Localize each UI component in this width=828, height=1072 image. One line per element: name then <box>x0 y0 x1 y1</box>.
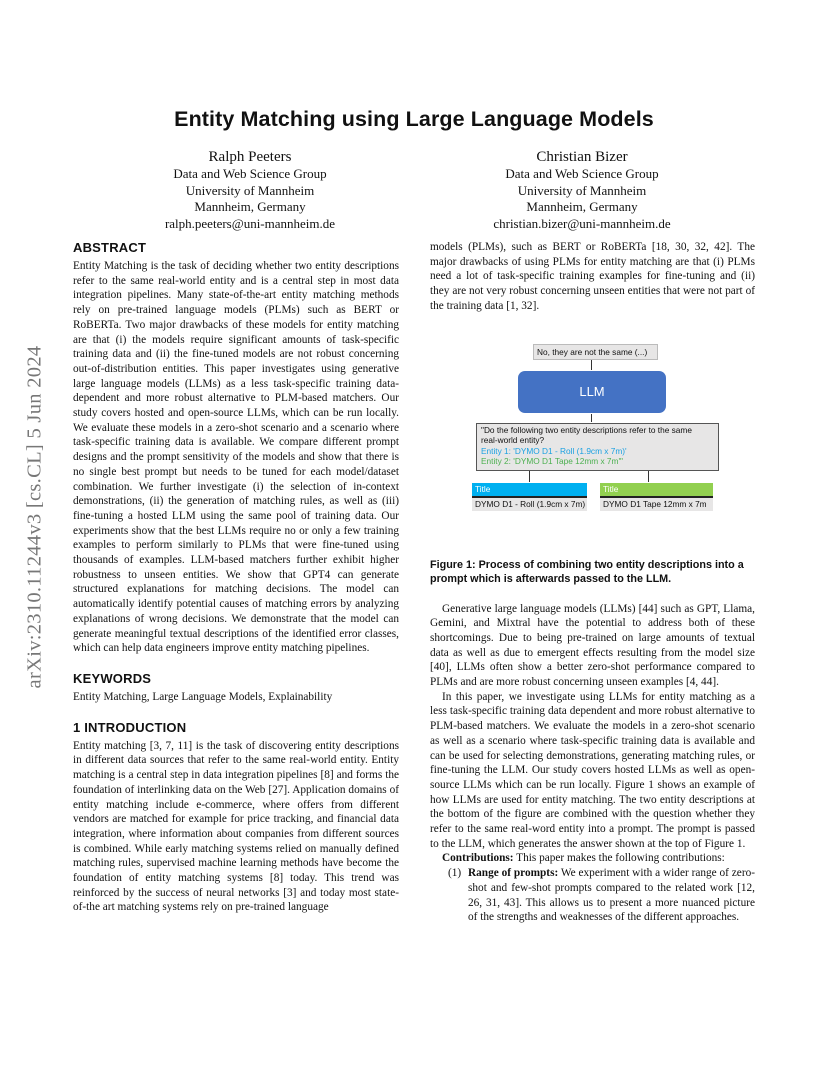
paragraph: Generative large language models (LLMs) [44] such as GPT, Llama, Gemini, and Mixtral have the potential to address both of these shortcomings. Due to being pre-trained on large amounts of textual data as well as due to emergent effects resulting from the model size [40], LLMs often show a better zero-shot performance compared to PLMs and are more robust concerning unseen examples [4, 44]. <box>430 602 755 689</box>
arxiv-sidebar <box>20 272 50 762</box>
list-number: (1) <box>448 867 462 880</box>
list-item-text: We experiment with a wider range of zero-shot and few-shot prompts compared to the related work [12, 26, 31, 43]. This allows us to present a more nuanced picture of the strengths and weaknesses of the different approaches. <box>468 867 755 924</box>
answer-box <box>533 344 658 360</box>
arrow-up-icon <box>529 471 530 482</box>
left-column <box>73 240 399 915</box>
author-block-2 <box>452 148 712 232</box>
author-university: University of Mannheim <box>185 182 315 198</box>
keywords-heading: KEYWORDS <box>73 670 152 686</box>
keywords-text: Entity Matching, Large Language Models, Explainability <box>73 690 333 703</box>
llm-box <box>518 371 666 413</box>
author-name: Christian Bizer <box>536 149 628 165</box>
entity-2-value <box>600 498 713 511</box>
paragraph: In this paper, we investigate using LLMs for entity matching as a less task-specific training data dependent and more robust alternative to PLM-based matchers. We evaluate the models in a zero-shot scenario as well as a scenario where task-specific training data is available and can be used for selecting demonstrations, generating matching rules, or fine-tuning the LLM. Our study covers hosted LLMs as well as open-source LLMs which can be run locally. Figure 1 shows an example of how LLMs are used for entity matching. The two entity descriptions at the bottom of the figure are combined with the question whether they refer to the same real-word entity into a prompt. The prompt is passed to the LLM, which generates the answer shown at the top of Figure 1. <box>430 690 755 850</box>
prompt-line: real-world entity? <box>481 435 545 446</box>
introduction-heading: 1 INTRODUCTION <box>73 719 187 735</box>
abstract-text: Entity Matching is the task of deciding whether two entity descriptions refer to the same real-world entity and is a central step in most data integration pipelines. Many state-of-the-art entity matching methods rely on pre-trained language models (PLMs) such as BERT or RoBERTa. Two major drawbacks of these models for entity matching are that (i) the models require significant amounts of task-specific training data and (ii) the fine-tuned models are not robust concerning out-of-distribution entities. This paper investigates using generative large language models (LLMs) as a less task-specific training data-dependent and more robust alternative to PLM-based matchers. Our study covers hosted and open-source LLMs, which can be run locally. We evaluate these models in a zero-shot scenario and a scenario where task-specific training data is available. We compare different prompt designs and the prompt sensitivity of the models and show that there is no single best prompt but needs to be tuned for each model/dataset combination. We further investigate (i) the selection of in-context demonstrations, (ii) the generation of matching rules, as well as (iii) fine-tuning a hosted LLM using the same pool of training data. Our experiments show that the best LLMs require no or only a few training examples to perform similarly to PLMs that were fine-tuned using thousands of examples. LLM-based matchers further exhibit higher robustness to unseen entities. We show that GPT4 can generate structured explanations for matching decisions. The model can automatically identify potential causes of matching errors by analyzing explanations of wrong decisions. We demonstrate that the model can generate meaningful textual descriptions of the identified error classes, which can help data engineers improve entity matching pipelines. <box>73 260 399 655</box>
introduction-text: Entity matching [3, 7, 11] is the task of discovering entity descriptions in different data sources that refer to the same real-world entity. Entity matching is a central step in data integration pipelines [8] and forms the foundation of interlinking data on the Web [27]. Application domains of entity matching include e-commerce, where offers from different vendors are matched for example for price tracking, and financial data integration, where information about companies from different sources is combined. While early matching systems relied on manually defined matching rules, supervised machine learning methods have become the foundation of entity matching systems [8] today. This trend was reinforced by the success of neural networks [3] and today most state-of-the art matching systems rely on pre-trained language <box>73 739 399 914</box>
author-name: Ralph Peeters <box>208 149 292 165</box>
arxiv-identifier: arXiv:2310.11244v3 [cs.CL] 5 Jun 2024 <box>23 345 46 689</box>
answer-text: No, they are not the same (...) <box>537 346 648 357</box>
llm-label: LLM <box>579 383 605 399</box>
right-column <box>430 240 755 925</box>
author-group: Data and Web Science Group <box>173 166 327 181</box>
prompt-entity-2: Entity 2: 'DYMO D1 Tape 12mm x 7m'" <box>481 456 623 467</box>
prompt-entity-1: Entity 1: 'DYMO D1 - Roll (1.9cm x 7m)' <box>481 445 627 456</box>
entity-2-header <box>600 483 713 498</box>
author-location: Mannheim, Germany <box>526 199 638 214</box>
figure-1 <box>430 338 755 558</box>
paper-title: Entity Matching using Large Language Models <box>174 107 654 131</box>
author-email[interactable]: christian.bizer@uni-mannheim.de <box>493 215 671 231</box>
figure-caption: Figure 1: Process of combining two entity descriptions into a prompt which is afterwards passed to the LLM. <box>430 558 744 585</box>
entity-1-header <box>472 483 587 498</box>
prompt-box <box>476 423 719 471</box>
contributions-intro <box>430 851 755 866</box>
list-item <box>430 866 755 925</box>
arrow-up-icon <box>591 360 592 370</box>
entity-1-value <box>472 498 587 511</box>
author-email[interactable]: ralph.peeters@uni-mannheim.de <box>164 215 336 231</box>
arrow-up-icon <box>591 414 592 422</box>
author-location: Mannheim, Germany <box>194 199 306 214</box>
intro-continuation: models (PLMs), such as BERT or RoBERTa [18, 30, 32, 42]. The major drawbacks of using PLMs for entity matching are that (i) PLMs need a lot of task-specific training examples for fine-tuning and (ii) they are not very robust concerning unseen entities that were not part of the training data [1, 32]. <box>430 241 755 312</box>
abstract-heading: ABSTRACT <box>73 240 147 255</box>
entity-2-header-text: Title <box>603 483 619 494</box>
entity-1-header-text: Title <box>475 483 491 494</box>
contributions-label: Contributions: <box>442 852 514 865</box>
author-group: Data and Web Science Group <box>505 166 659 181</box>
entity-2-value-text: DYMO D1 Tape 12mm x 7m <box>603 498 707 509</box>
entity-1-value-text: DYMO D1 - Roll (1.9cm x 7m) <box>475 498 586 509</box>
prompt-line: "Do the following two entity descriptions refer to the same <box>481 424 692 435</box>
contributions-text: This paper makes the following contributions: <box>513 852 725 865</box>
list-item-label: Range of prompts: <box>468 867 559 880</box>
arrow-up-icon <box>648 471 649 482</box>
author-university: University of Mannheim <box>517 182 647 198</box>
author-block-1 <box>120 148 380 232</box>
